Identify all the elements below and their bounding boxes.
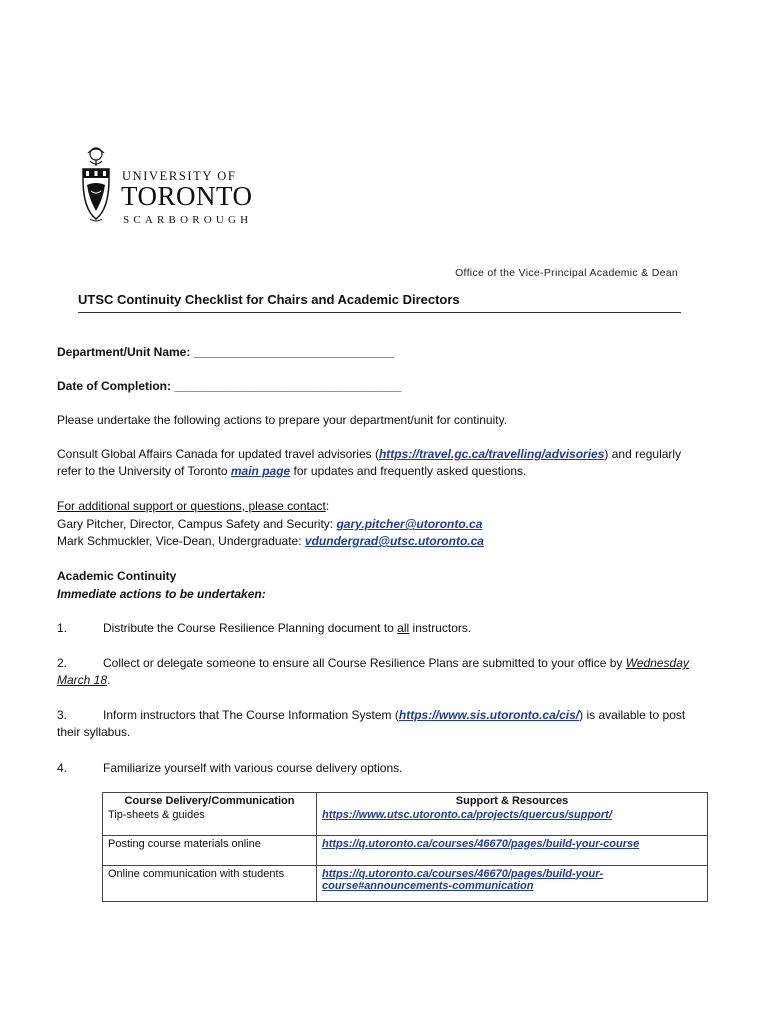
consult-line-1 (57, 446, 681, 464)
list-item-3 (57, 707, 685, 725)
contacts-heading-colon: : (325, 499, 330, 513)
item-2-date-b: March 18 (57, 673, 108, 687)
contact-gary (57, 516, 482, 534)
item-2-pre: Collect or delegate someone to ensure all Course Resilience Plans are submitted to your office by (103, 656, 626, 670)
crest-icon (78, 145, 114, 225)
title-block (78, 292, 681, 313)
item-1-all: all (397, 621, 410, 635)
list-item-2 (57, 655, 689, 673)
table-row (103, 865, 708, 901)
item-3-number: 3. (57, 708, 68, 722)
table-row (103, 807, 708, 835)
table-cell-label: Posting course materials online (103, 835, 317, 865)
item-4-text: Familiarize yourself with various course delivery options. (103, 761, 403, 775)
table-header-resources: Support & Resources (317, 793, 708, 808)
date-label: Date of Completion: (57, 379, 171, 393)
item-3-pre: Inform instructors that The Course Information System ( (103, 708, 399, 722)
table-cell-link (317, 865, 708, 901)
item-2-post: . (107, 673, 111, 687)
gary-email-link[interactable]: gary.pitcher@utoronto.ca (336, 517, 483, 531)
department-field (57, 344, 394, 362)
office-name: Office of the Vice-Principal Academic & Dean (455, 267, 678, 279)
contacts-heading-text: For additional support or questions, please contact (57, 499, 326, 513)
list-item-4 (57, 760, 402, 778)
academic-heading: Academic Continuity (57, 569, 177, 583)
list-item-2-line-2 (57, 672, 110, 690)
announcements-link-part-1[interactable]: https://q.utoronto.ca/courses/46670/pages/build-your- (322, 867, 604, 880)
logo-line-2: TORONTO (121, 181, 253, 211)
item-3-post: ) is available to post (579, 708, 686, 722)
item-1-number: 1. (57, 621, 68, 635)
item-1-pre: Distribute the Course Resilience Planning document to (103, 621, 398, 635)
intro-text: Please undertake the following actions to prepare your department/unit for continuity. (57, 413, 508, 427)
announcements-link-part-2[interactable]: course#announcements-communication (322, 879, 534, 892)
consult-pre: Consult Global Affairs Canada for updated travel advisories ( (57, 447, 379, 461)
build-your-course-link[interactable]: https://q.utoronto.ca/courses/46670/pages/build-your-course (322, 837, 640, 850)
logo-line-1: UNIVERSITY OF (122, 169, 237, 183)
contact-mark-text: Mark Schmuckler, Vice-Dean, Undergraduate: (57, 534, 305, 548)
item-4-number: 4. (57, 761, 68, 775)
date-blank[interactable]: __________________________________ (174, 379, 402, 393)
cis-link[interactable]: https://www.sis.utoronto.ca/cis/ (398, 708, 580, 722)
consult-post: ) and regularly (604, 447, 682, 461)
university-logo (78, 145, 258, 227)
table-cell-link (317, 807, 708, 835)
department-label: Department/Unit Name: (57, 345, 191, 359)
contact-mark (57, 533, 484, 551)
item-1-post: instructors. (409, 621, 472, 635)
contacts-heading (57, 498, 329, 516)
vdundergrad-email-link[interactable]: vdundergrad@utsc.utoronto.ca (304, 534, 484, 548)
consult-line2-pre: refer to the University of Toronto (57, 464, 231, 478)
page-title: UTSC Continuity Checklist for Chairs and Academic Directors (78, 292, 460, 307)
list-item-3-line-2: their syllabus. (57, 725, 131, 739)
delivery-options-table (102, 792, 708, 902)
contact-gary-text: Gary Pitcher, Director, Campus Safety and Security: (57, 517, 337, 531)
consult-line-2 (57, 463, 526, 481)
logo-line-3: SCARBOROUGH (123, 214, 253, 226)
table-cell-label: Online communication with students (103, 865, 317, 901)
travel-advisories-link[interactable]: https://travel.gc.ca/travelling/advisories (378, 447, 605, 461)
academic-subheading: Immediate actions to be undertaken: (57, 587, 266, 601)
table-header-delivery: Course Delivery/Communication (103, 793, 317, 808)
quercus-support-link[interactable]: https://www.utsc.utoronto.ca/projects/quercus/support/ (322, 809, 612, 821)
consult-line2-post: for updates and frequently asked questions. (290, 464, 527, 478)
main-page-link[interactable]: main page (230, 464, 291, 478)
list-item-1 (57, 620, 471, 638)
table-header-row (103, 793, 708, 808)
department-blank[interactable]: ______________________________ (193, 345, 394, 359)
table-row (103, 835, 708, 865)
item-2-date-a: Wednesday (625, 656, 689, 670)
date-field (57, 378, 401, 396)
table-cell-label: Tip-sheets & guides (103, 807, 317, 835)
item-2-number: 2. (57, 656, 68, 670)
table-cell-link (317, 835, 708, 865)
